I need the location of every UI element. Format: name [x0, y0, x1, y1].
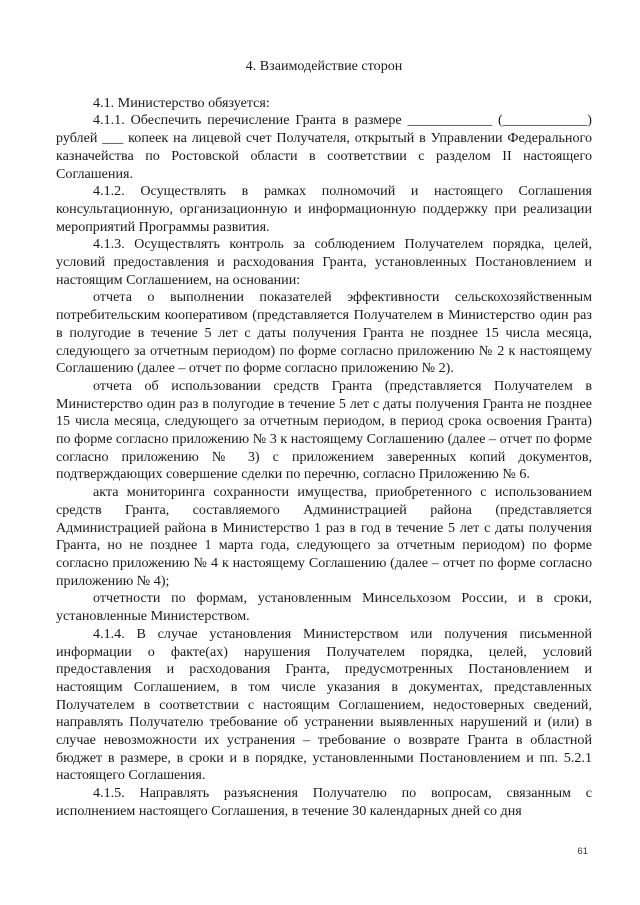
page-number: 61	[577, 846, 588, 857]
paragraph-4-1-3: 4.1.3. Осуществлять контроль за соблюдением Получателем порядка, целей, условий предоставления и расходования Гранта, установленных Постановлением и настоящим Соглашением, на основании:	[56, 236, 592, 288]
paragraph-4-1-5: 4.1.5. Направлять разъяснения Получателю по вопросам, связанным с исполнением настоящего Соглашения, в течение 30 календарных дней со дня	[56, 785, 592, 819]
document-page	[56, 58, 592, 821]
paragraph-4-1-4: 4.1.4. В случае установления Министерством или получения письменной информации о факте(ах) нарушения Получателем порядка, целей, условий предоставления и расходования Гранта, предусмотренных Постановлением и настоящим Соглашением, в том числе указания в документах, представленных Получателем в соответствии с настоящим Соглашением, недостоверных сведений, направлять Получателю требование об устранении выявленных нарушений и (или) в случае невозможности их устранения – требование о возврате Гранта в областной бюджет в размере, в сроки и в порядке, установленными Постановлением и пп. 5.2.1 настоящего Соглашения.	[56, 625, 592, 784]
paragraph-report-grant-use: отчета об использовании средств Гранта (представляется Получателем в Министерство один раз в полугодие в течение 5 лет с даты получения Гранта не позднее 15 числа месяца, следующего за отчетным периодом, в период срока освоения Гранта) по форме согласно приложению № 3 к настоящему Соглашению (далее – отчет по форме согласно приложению № 3) с приложением заверенных копий документов, подтверждающих совершение сделки по перечню, согласно Приложению № 6.	[56, 377, 592, 483]
paragraph-reporting-forms: отчетности по формам, установленным Минсельхозом России, и в сроки, установленные Министерством.	[56, 590, 592, 625]
paragraph-report-efficiency: отчета о выполнении показателей эффективности сельскохозяйственным потребительским кооперативом (представляется Получателем в Министерство один раз в полугодие в течение 5 лет с даты получения Гранта не позднее 15 числа месяца, следующего за отчетным периодом) по форме согласно приложению № 2 к настоящему Соглашению (далее – отчет по форме согласно приложению № 2).	[56, 289, 592, 377]
paragraph-monitoring-act: акта мониторинга сохранности имущества, приобретенного с использованием средств Гранта, составляемого Администрацией района (представляется Администрацией района в Министерство 1 раз в год в течение 5 лет с даты получения Гранта, но не позднее 1 марта года, следующего за отчетным периодом) по форме согласно приложению № 4 к настоящему Соглашению (далее – отчет по форме согласно приложению № 4);	[56, 484, 592, 589]
paragraph-4-1: 4.1. Министерство обязуется:	[93, 94, 270, 111]
paragraph-4-1-2: 4.1.2. Осуществлять в рамках полномочий и настоящего Соглашения консультационную, организационную и информационную поддержку при реализации мероприятий Программы развития.	[56, 183, 592, 235]
section-heading: 4. Взаимодействие сторон	[245, 58, 403, 74]
paragraph-4-1-1: 4.1.1. Обеспечить перечисление Гранта в размере ____________ (____________) рублей ___ копеек на лицевой счет Получателя, открытый в Управлении Федерального казначейства по Ростовской области в соответствии с разделом II настоящего Соглашения.	[56, 112, 592, 182]
